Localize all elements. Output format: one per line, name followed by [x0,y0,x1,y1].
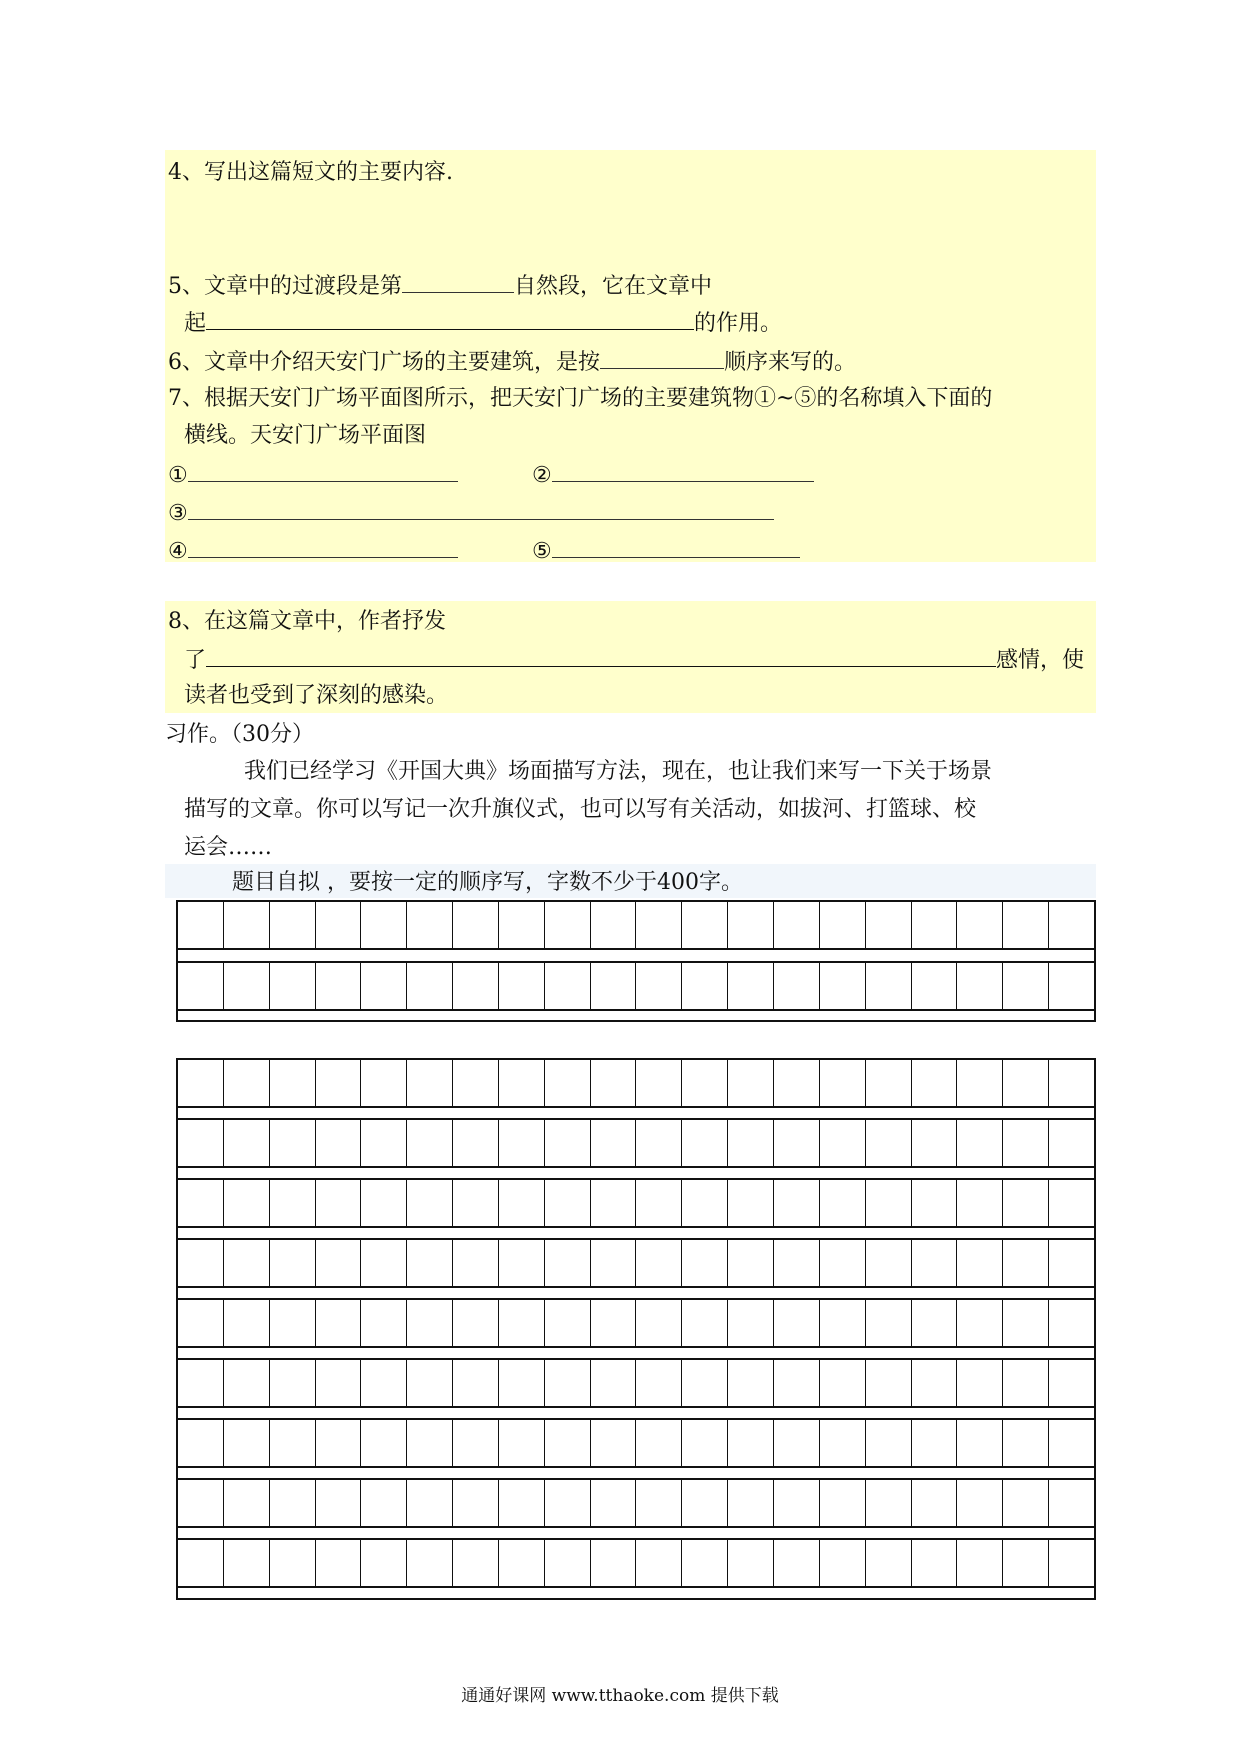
grid-cell[interactable] [1049,1420,1094,1466]
grid-cell[interactable] [1049,1060,1094,1106]
grid-cell[interactable] [1049,1540,1094,1586]
question-7-line1: 7、根据天安门广场平面图所示，把天安门广场的主要建筑物①~⑤的名称填入下面的 [168,386,993,411]
grid-cell[interactable] [453,1120,499,1166]
grid-cell[interactable] [1049,1180,1094,1226]
grid-cell[interactable] [224,1360,270,1406]
question-4: 4、写出这篇短文的主要内容. [168,160,453,185]
writing-grid-row[interactable] [176,1058,1096,1108]
answer-row-1 [168,459,458,491]
question-5-text-b: 自然段，它在文章中 [514,274,713,299]
grid-cell[interactable] [1049,963,1094,1009]
grid-cell[interactable] [545,1060,591,1106]
answer-blank-5b[interactable] [206,307,694,330]
grid-cell[interactable] [820,1120,866,1166]
grid-cell[interactable] [957,1540,1003,1586]
grid-cell[interactable] [682,902,728,948]
grid-cell[interactable] [866,1060,912,1106]
grid-cell[interactable] [453,1420,499,1466]
grid-cell[interactable] [316,1060,362,1106]
grid-cell[interactable] [866,1540,912,1586]
grid-cell[interactable] [361,1120,407,1166]
grid-cell[interactable] [316,1240,362,1286]
question-6-text-a: 6、文章中介绍天安门广场的主要建筑，是按 [168,350,600,375]
grid-cell[interactable] [866,1480,912,1526]
composition-heading: 习作。（30分） [165,722,314,747]
grid-cell[interactable] [682,1420,728,1466]
grid-cell[interactable] [545,1120,591,1166]
grid-cell[interactable] [957,1180,1003,1226]
grid-cell[interactable] [682,1300,728,1346]
grid-cell[interactable] [361,1420,407,1466]
grid-cell[interactable] [1003,1120,1049,1166]
grid-cell[interactable] [316,1120,362,1166]
grid-cell[interactable] [1049,1300,1094,1346]
grid-cell[interactable] [728,963,774,1009]
writing-grid-row[interactable] [176,1178,1096,1228]
grid-cell[interactable] [682,1120,728,1166]
grid-cell[interactable] [591,902,637,948]
answer-row-5 [532,535,800,567]
grid-cell[interactable] [728,902,774,948]
grid-cell[interactable] [912,1120,958,1166]
grid-cell[interactable] [912,1420,958,1466]
grid-cell[interactable] [912,1300,958,1346]
marker-3: ③ [168,501,188,526]
question-7-line2: 横线。天安门广场平面图 [184,423,427,448]
grid-cell[interactable] [407,1480,453,1526]
grid-cell[interactable] [957,963,1003,1009]
grid-cell[interactable] [682,1240,728,1286]
answer-row-4 [168,535,458,567]
grid-cell[interactable] [1003,1540,1049,1586]
question-5-text-d: 的作用。 [694,311,783,336]
grid-cell[interactable] [636,1420,682,1466]
writing-grid-row[interactable] [176,1478,1096,1528]
grid-cell[interactable] [499,1420,545,1466]
writing-grid-row[interactable] [176,1298,1096,1348]
grid-cell[interactable] [316,902,362,948]
grid-cell[interactable] [178,902,224,948]
grid-cell[interactable] [178,1540,224,1586]
answer-blank-5a[interactable] [402,270,514,293]
grid-cell[interactable] [361,963,407,1009]
grid-cell[interactable] [820,1360,866,1406]
grid-cell[interactable] [912,1240,958,1286]
answer-blank-7-5[interactable] [552,535,800,558]
grid-cell[interactable] [1003,1240,1049,1286]
grid-cell[interactable] [499,1240,545,1286]
grid-cell[interactable] [820,1300,866,1346]
grid-cell[interactable] [591,1300,637,1346]
grid-cell[interactable] [545,1240,591,1286]
grid-cell[interactable] [361,1540,407,1586]
answer-blank-7-1[interactable] [188,459,458,482]
grid-cell[interactable] [682,963,728,1009]
grid-cell[interactable] [820,902,866,948]
grid-cell[interactable] [178,1240,224,1286]
grid-cell[interactable] [866,1180,912,1226]
grid-cell[interactable] [499,963,545,1009]
answer-blank-7-4[interactable] [188,535,458,558]
grid-cell[interactable] [407,1420,453,1466]
question-8-line1: 8、在这篇文章中，作者抒发 [168,609,446,634]
grid-cell[interactable] [728,1420,774,1466]
grid-cell[interactable] [453,1360,499,1406]
grid-cell[interactable] [682,1180,728,1226]
grid-cell[interactable] [866,1300,912,1346]
grid-cell[interactable] [1049,1120,1094,1166]
grid-cell[interactable] [728,1240,774,1286]
grid-cell[interactable] [407,1540,453,1586]
grid-cell[interactable] [957,902,1003,948]
grid-cell[interactable] [316,963,362,1009]
grid-cell[interactable] [545,1480,591,1526]
grid-cell[interactable] [499,1480,545,1526]
writing-grid-row[interactable] [176,1418,1096,1468]
grid-cell[interactable] [316,1180,362,1226]
grid-cell[interactable] [820,1240,866,1286]
grid-cell[interactable] [820,1060,866,1106]
grid-cell[interactable] [453,963,499,1009]
grid-cell[interactable] [224,902,270,948]
question-8-text-c: 感情，使 [996,648,1085,673]
grid-cell[interactable] [453,1300,499,1346]
grid-cell[interactable] [591,1120,637,1166]
grid-cell[interactable] [453,1240,499,1286]
grid-cell[interactable] [728,1120,774,1166]
writing-grid-row[interactable] [176,1358,1096,1408]
writing-grid-row[interactable] [176,1238,1096,1288]
grid-cell[interactable] [316,1480,362,1526]
grid-cell[interactable] [591,1240,637,1286]
grid-cell[interactable] [957,1360,1003,1406]
grid-cell[interactable] [682,1540,728,1586]
grid-cell[interactable] [499,1540,545,1586]
grid-cell[interactable] [728,1360,774,1406]
grid-cell[interactable] [912,1540,958,1586]
grid-cell[interactable] [224,1420,270,1466]
grid-cell[interactable] [912,963,958,1009]
grid-cell[interactable] [1003,1360,1049,1406]
grid-cell[interactable] [224,963,270,1009]
grid-cell[interactable] [361,1480,407,1526]
grid-cell[interactable] [591,1420,637,1466]
grid-cell[interactable] [866,963,912,1009]
grid-cell[interactable] [1049,1480,1094,1526]
grid-cell[interactable] [1049,1360,1094,1406]
footer-source: 通通好课网 www.tthaoke.com 提供下载 [461,1686,779,1706]
grid-cell[interactable] [682,1060,728,1106]
grid-cell[interactable] [912,902,958,948]
writing-grid-row[interactable] [176,1118,1096,1168]
grid-cell[interactable] [178,1060,224,1106]
grid-cell[interactable] [774,902,820,948]
marker-5: ⑤ [532,539,552,564]
grid-cell[interactable] [407,1360,453,1406]
grid-cell[interactable] [912,1060,958,1106]
grid-cell[interactable] [270,1120,316,1166]
grid-cell[interactable] [407,1180,453,1226]
question-5-text-a: 5、文章中的过渡段是第 [168,274,402,299]
grid-cell[interactable] [407,963,453,1009]
grid-cell[interactable] [499,1060,545,1106]
grid-cell[interactable] [728,1480,774,1526]
grid-cell[interactable] [178,963,224,1009]
grid-cell[interactable] [270,902,316,948]
marker-2: ② [532,463,552,488]
question-5-line2 [184,307,782,339]
grid-cell[interactable] [407,1240,453,1286]
grid-bottom-line [176,1598,1096,1600]
composition-para-line3: 运会…… [184,835,273,860]
grid-cell[interactable] [1003,1180,1049,1226]
question-5-line1 [168,270,712,302]
grid-cell[interactable] [728,1540,774,1586]
grid-cell[interactable] [820,1540,866,1586]
grid-cell[interactable] [316,1360,362,1406]
grid-cell[interactable] [682,1360,728,1406]
answer-blank-6[interactable] [600,346,724,369]
answer-row-3 [168,497,774,529]
grid-cell[interactable] [636,1360,682,1406]
grid-cell[interactable] [499,1360,545,1406]
grid-cell[interactable] [912,1180,958,1226]
grid-cell[interactable] [178,1300,224,1346]
grid-cell[interactable] [545,902,591,948]
grid-cell[interactable] [270,1240,316,1286]
grid-cell[interactable] [820,1480,866,1526]
grid-cell[interactable] [1003,902,1049,948]
grid-cell[interactable] [774,1540,820,1586]
grid-cell[interactable] [270,1420,316,1466]
answer-row-2 [532,459,814,491]
grid-cell[interactable] [270,1300,316,1346]
grid-cell[interactable] [591,963,637,1009]
grid-cell[interactable] [316,1300,362,1346]
grid-cell[interactable] [774,1240,820,1286]
grid-cell[interactable] [957,1120,1003,1166]
grid-cell[interactable] [866,1240,912,1286]
composition-instruction: 题目自拟 ，要按一定的顺序写，字数不少于400字。 [232,870,743,895]
grid-cell[interactable] [453,1180,499,1226]
grid-cell[interactable] [499,1180,545,1226]
grid-cell[interactable] [957,1240,1003,1286]
grid-cell[interactable] [407,902,453,948]
grid-cell[interactable] [591,1360,637,1406]
grid-cell[interactable] [270,1480,316,1526]
grid-cell[interactable] [774,1120,820,1166]
grid-cell[interactable] [361,1060,407,1106]
question-8-text-b: 了 [184,648,207,673]
grid-cell[interactable] [774,963,820,1009]
grid-cell[interactable] [270,1540,316,1586]
grid-cell[interactable] [178,1120,224,1166]
grid-cell[interactable] [636,902,682,948]
grid-cell[interactable] [1003,1420,1049,1466]
grid-cell[interactable] [545,1180,591,1226]
grid-cell[interactable] [178,1180,224,1226]
composition-para-line1: 我们已经学习《开国大典》场面描写方法，现在，也让我们来写一下关于场景 [244,759,993,784]
grid-cell[interactable] [224,1120,270,1166]
writing-grid-row[interactable] [176,1538,1096,1588]
grid-cell[interactable] [1003,1480,1049,1526]
grid-cell[interactable] [912,1360,958,1406]
grid-cell[interactable] [957,1060,1003,1106]
composition-para-line2: 描写的文章。你可以写记一次升旗仪式，也可以写有关活动，如拔河、打篮球、校 [184,797,977,822]
grid-cell[interactable] [820,1420,866,1466]
grid-cell[interactable] [270,1360,316,1406]
grid-cell[interactable] [224,1540,270,1586]
grid-cell[interactable] [636,1300,682,1346]
answer-blank-7-2[interactable] [552,459,814,482]
grid-cell[interactable] [957,1480,1003,1526]
grid-cell[interactable] [453,1480,499,1526]
grid-cell[interactable] [866,1120,912,1166]
question-6-text-b: 顺序来写的。 [724,350,857,375]
grid-cell[interactable] [316,1540,362,1586]
grid-cell[interactable] [957,1300,1003,1346]
grid-cell[interactable] [1049,902,1094,948]
grid-cell[interactable] [361,1180,407,1226]
grid-cell[interactable] [636,1540,682,1586]
grid-cell[interactable] [453,1060,499,1106]
question-6 [168,346,856,378]
grid-cell[interactable] [545,1420,591,1466]
grid-cell[interactable] [636,1180,682,1226]
grid-cell[interactable] [728,1060,774,1106]
grid-cell[interactable] [178,1420,224,1466]
grid-cell[interactable] [591,1540,637,1586]
grid-cell[interactable] [636,1120,682,1166]
grid-cell[interactable] [591,1060,637,1106]
grid-cell[interactable] [407,1120,453,1166]
grid-cell[interactable] [270,963,316,1009]
grid-cell[interactable] [591,1180,637,1226]
grid-cell[interactable] [499,1300,545,1346]
marker-4: ④ [168,539,188,564]
grid-cell[interactable] [224,1240,270,1286]
grid-cell[interactable] [407,1060,453,1106]
grid-cell[interactable] [820,1180,866,1226]
grid-cell[interactable] [224,1300,270,1346]
question-8-line2 [184,644,1084,676]
grid-cell[interactable] [499,902,545,948]
grid-cell[interactable] [361,1300,407,1346]
grid-cell[interactable] [316,1420,362,1466]
grid-cell[interactable] [545,1360,591,1406]
grid-cell[interactable] [545,963,591,1009]
grid-cell[interactable] [820,963,866,1009]
grid-cell[interactable] [407,1300,453,1346]
grid-cell[interactable] [591,1480,637,1526]
grid-cell[interactable] [636,1060,682,1106]
grid-cell[interactable] [270,1180,316,1226]
grid-cell[interactable] [361,902,407,948]
grid-cell[interactable] [178,1480,224,1526]
grid-cell[interactable] [636,1480,682,1526]
grid-cell[interactable] [224,1480,270,1526]
grid-cell[interactable] [453,902,499,948]
grid-cell[interactable] [361,1360,407,1406]
grid-cell[interactable] [1003,1300,1049,1346]
grid-cell[interactable] [774,1420,820,1466]
grid-cell[interactable] [224,1180,270,1226]
grid-cell[interactable] [453,1540,499,1586]
answer-blank-7-3[interactable] [188,497,774,520]
grid-cell[interactable] [636,1240,682,1286]
grid-cell[interactable] [866,1360,912,1406]
grid-cell[interactable] [912,1480,958,1526]
grid-cell[interactable] [545,1300,591,1346]
grid-cell[interactable] [499,1120,545,1166]
writing-grid-row[interactable] [176,961,1096,1011]
grid-cell[interactable] [1003,1060,1049,1106]
grid-cell[interactable] [361,1240,407,1286]
grid-cell[interactable] [545,1540,591,1586]
grid-cell[interactable] [682,1480,728,1526]
grid-cell[interactable] [866,902,912,948]
writing-grid-row[interactable] [176,900,1096,950]
grid-cell[interactable] [774,1180,820,1226]
grid-cell[interactable] [866,1420,912,1466]
grid-cell[interactable] [957,1420,1003,1466]
grid-cell[interactable] [774,1300,820,1346]
answer-blank-8[interactable] [206,644,996,667]
grid-cell[interactable] [636,963,682,1009]
question-5-text-c: 起 [184,311,207,336]
grid-cell[interactable] [178,1360,224,1406]
marker-1: ① [168,463,188,488]
grid-cell[interactable] [774,1360,820,1406]
question-8-line3: 读者也受到了深刻的感染。 [184,683,449,708]
grid-cell[interactable] [728,1300,774,1346]
grid-cell[interactable] [1003,963,1049,1009]
grid-cell[interactable] [224,1060,270,1106]
grid-cell[interactable] [1049,1240,1094,1286]
grid-cell[interactable] [728,1180,774,1226]
grid-cell[interactable] [270,1060,316,1106]
grid-cell[interactable] [774,1480,820,1526]
grid-cell[interactable] [774,1060,820,1106]
grid-bottom-line [176,1020,1096,1022]
